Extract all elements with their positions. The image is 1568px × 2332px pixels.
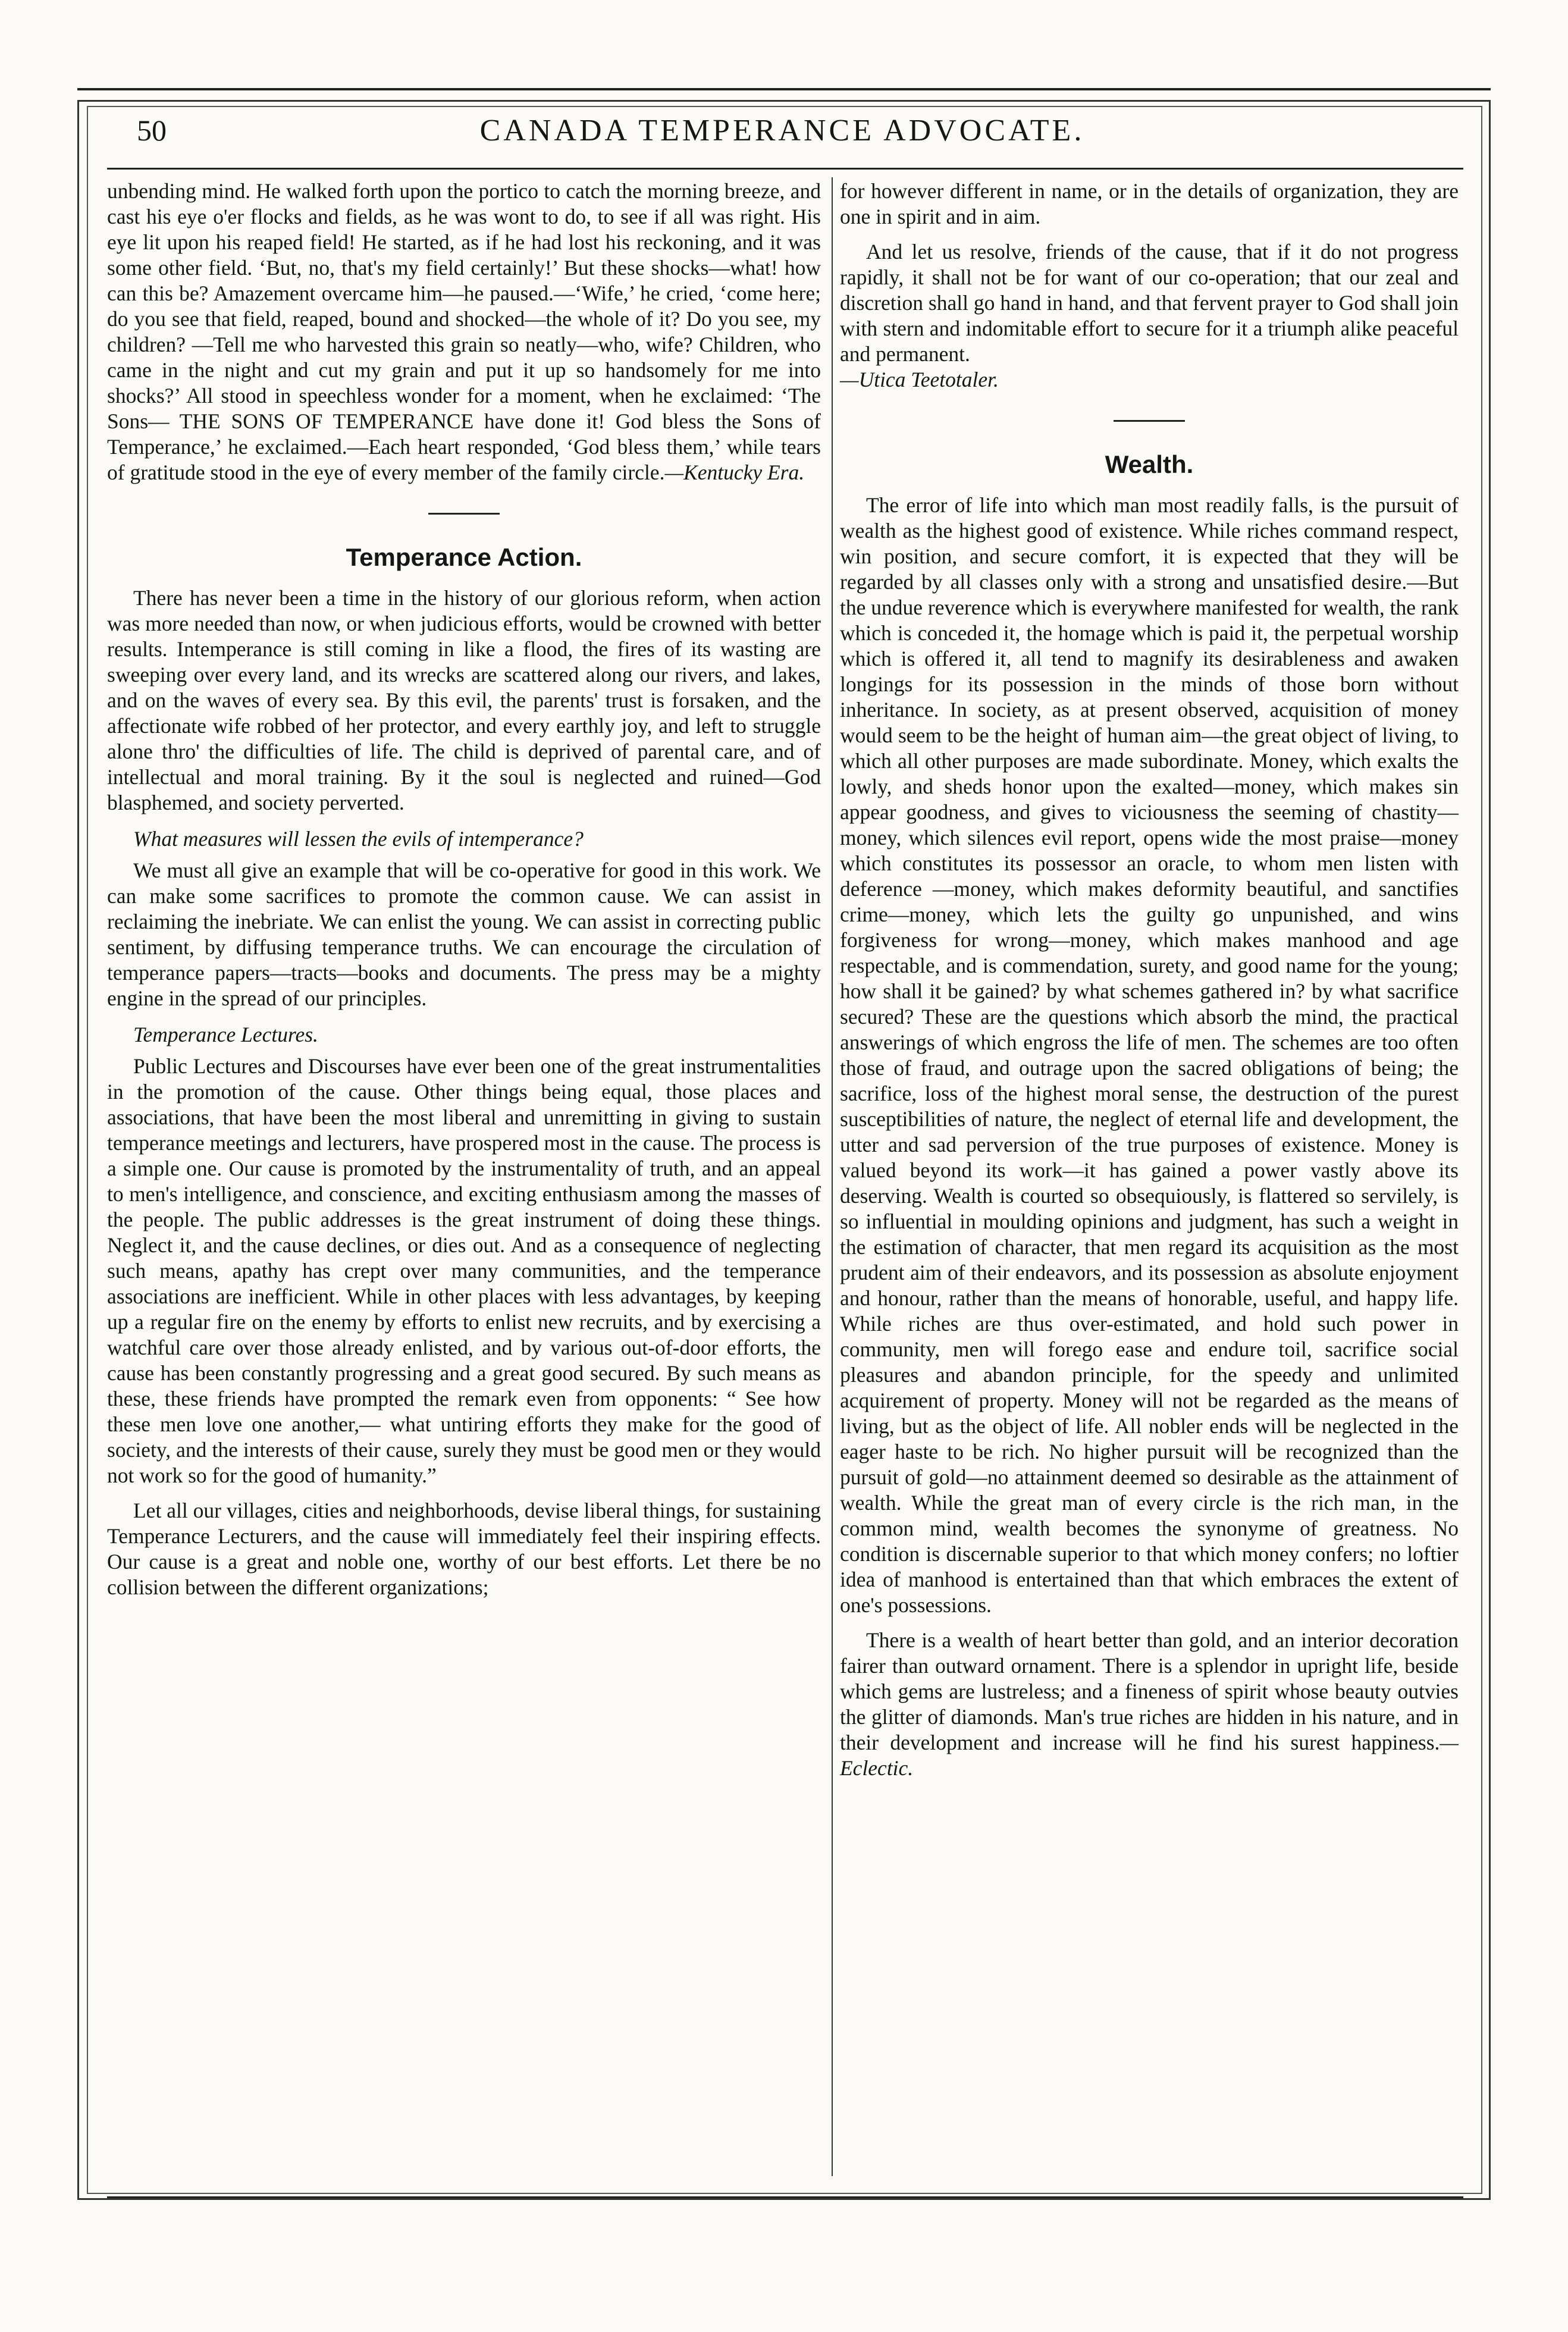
bottom-rule <box>107 2196 1463 2198</box>
intro-text: unbending mind. He walked forth upon the portico to catch the morning breeze, and cast his eye o'er flocks and fields, as he was wont to do, to see if all was right. His eye lit upon his reaped field! He started, as if he had lost his reckoning, and it was some other field. ‘But, no, that's my field certainly!’ But these shocks—what! how can this be? Amazement overcame him—he paused.—‘Wife,’ he cried, ‘come here; do you see that field, reaped, bound and shocked—the whole of it? Do you see, my children? —Tell me who harvested this grain so neatly—who, wife? Children, who came in the night and cut my grain and put it up so handsomely for me into shocks?’ All stood in speechless wonder for a moment, when he exclaimed: ‘The Sons— THE SONS OF TEMPERANCE have done it! God bless the Sons of Temperance,’ he exclaimed.—Each heart responded, ‘God bless them,’ while tears of gratitude stood in the eye of every member of the family circle. <box>107 179 821 484</box>
intro-paragraph <box>107 178 821 485</box>
paragraph: There has never been a time in the history of our glorious reform, when action was more needed than now, or when judicious efforts, would be crowned with better results. Intemperance is still coming in like a flood, the fires of its wasting are sweeping over every land, and its wrecks are scattered along our rivers, and lakes, and on the waves of every sea. By this evil, the parents' trust is forsaken, and the affectionate wife robbed of her protector, and every earthly joy, and left to struggle alone thro' the difficulties of life. The child is deprived of parental care, and of intellectual and moral training. By it the soul is neglected and ruined—God blasphemed, and society perverted. <box>107 586 821 814</box>
left-column <box>107 178 821 1610</box>
page-header <box>107 112 1457 159</box>
paragraph: Public Lectures and Discourses have ever been one of the great instrumentalities in the promotion of the cause. Other things being equal, those places and associations, that have been the most liberal and unremitting in giving to sustain temperance meetings and lecturers, have prospered most in the cause. The process is a simple one. Our cause is promoted by the instrumentality of truth, and an appeal to men's intelligence, and conscience, and exciting enthusiasm among the masses of the people. The public addresses is the great instrument of doing these things. Neglect it, and the cause declines, or dies out. And as a consequence of neglecting such means, apathy has crept over many communities, and the temperance associations are inefficient. While in other places with less advantages, by keeping up a regular fire on the enemy by efforts to enlist new recruits, and by exercising a watchful care over those already enlisted, and by various out-of-door efforts, the cause has been constantly progressing and a great good secured. By such means as these, these friends have prompted the remark even from opponents: “ See how these men love one another,— what untiring efforts they make for the good of society, and the interests of their cause, surely they must be good men or they would not work so for the good of humanity.” <box>107 1054 821 1487</box>
column-divider <box>832 177 833 2176</box>
continued-paragraph: for however different in name, or in the details of organization, they are one in spirit and in aim. <box>840 179 1459 228</box>
paragraph: Let all our villages, cities and neighborhoods, devise liberal things, for sustaining Temperance Lecturers, and the cause will immediately feel their inspiring effects. Our cause is a great and noble one, worthy of our best efforts. Let there be no collision between the different organizations; <box>107 1499 821 1599</box>
wealth-text: There is a wealth of heart better than gold, and an interior decoration fairer than outward ornament. There is a splendor in upright life, beside which gems are lustreless; and a fineness of spirit whose beauty outvies the glitter of diamonds. Man's true riches are hidden in his nature, and in their development and increase will he find his surest happiness. <box>840 1628 1459 1754</box>
resolve-text: And let us resolve, friends of the cause, that if it do not progress rapidly, it shall not be for want of our co-operation; that our zeal and discretion shall go hand in hand, and that fervent prayer to God shall join with stern and indomitable effort to secure for it a triumph alike peaceful and permanent. <box>840 240 1459 366</box>
header-rule <box>107 168 1463 170</box>
running-title: CANADA TEMPERANCE ADVOCATE. <box>479 114 1085 148</box>
subheading-temperance-lectures: Temperance Lectures. <box>133 1023 318 1046</box>
right-column <box>840 178 1459 1791</box>
resolve-source: —Utica Teetotaler. <box>840 368 999 391</box>
paragraph: We must all give an example that will be co-operative for good in this work. We can make some sacrifices to promote the common cause. We can assist in reclaiming the inebriate. We can enlist the young. We can assist in correcting public sentiment, by diffusing temperance truths. We can encourage the circulation of temperance papers—tracts—books and documents. The press may be a mighty engine in the spread of our principles. <box>107 858 821 1010</box>
section-separator <box>1114 420 1185 422</box>
section-title-wealth: Wealth. <box>1105 450 1194 478</box>
page-number: 50 <box>137 114 167 147</box>
section-title-temperance-action: Temperance Action. <box>346 543 582 571</box>
section-separator <box>428 513 500 515</box>
intro-source: —Kentucky Era. <box>664 460 805 484</box>
question-subheading: What measures will lessen the evils of intemperance? <box>133 827 584 851</box>
resolve-paragraph <box>840 239 1459 393</box>
top-border-rule <box>77 88 1491 90</box>
paragraph-with-source <box>840 1628 1459 1781</box>
wealth-source: —Eclectic. <box>840 1731 1459 1780</box>
paragraph: The error of life into which man most readily falls, is the pursuit of wealth as the highest good of existence. While riches command respect, win position, and secure comfort, it is expected that they will be regarded by all classes only with a strong and unsatisfied desire.—But the undue reverence which is everywhere manifested for wealth, the rank which is conceded it, the homage which is paid it, the perpetual worship which is offered it, all tend to magnify its desirableness and awaken longings for its possession in the minds of those born without inheritance. In society, as at present observed, acquisition of money would seem to be the height of human aim—the great object of living, to which all other purposes are made subordinate. Money, which exalts the lowly, and sheds honor upon the exalted—money, which makes sin appear goodness, and gives to viciousness the seeming of chastity—money, which silences evil report, opens wide the most praise—money which constitutes its possessor an oracle, to whom men listen with deference —money, which makes deformity beautiful, and sanctifies crime—money, which lets the guilty go unpunished, and wins forgiveness for wrong—money, which makes manhood and age respectable, and is commendation, surety, and good name for the young; how shall it be gained? by what schemes gathered in? by what sacrifice secured? These are the questions which absorb the mind, the practical answerings of which engross the life of men. The schemes are too often those of fraud, and outrage upon the sacred obligations of being; the sacrifice, loss of the highest moral sense, the destruction of the purest susceptibilities of nature, the neglect of eternal life and development, the utter and sad perversion of the true purposes of existence. Money is valued beyond its work—it has gained a power vastly above its deserving. Wealth is courted so obsequiously, is flattered so servilely, is so influential in moulding opinions and judgment, has such a weight in the estimation of character, that men regard its acquisition as the most prudent aim of their endeavors, and its possession as absolute enjoyment and honour, rather than the means of honorable, useful, and happy life. While riches are thus over-estimated, and hold such power in community, men will forego ease and endure toil, sacrifice social pleasures and abandon principle, for the speedy and unlimited acquirement of property. Money will not be regarded as the means of living, but as the object of life. All nobler ends will be neglected in the eager haste to be rich. No higher pursuit will be recognized than the pursuit of gold—no attainment deemed so desirable as the attainment of wealth. While the great man of every circle is the rich man, in the common mind, wealth becomes the synonyme of greatness. No condition is discernable superior to that which money confers; no loftier idea of manhood is entertained than that which embraces the extent of one's possessions. <box>840 493 1459 1617</box>
